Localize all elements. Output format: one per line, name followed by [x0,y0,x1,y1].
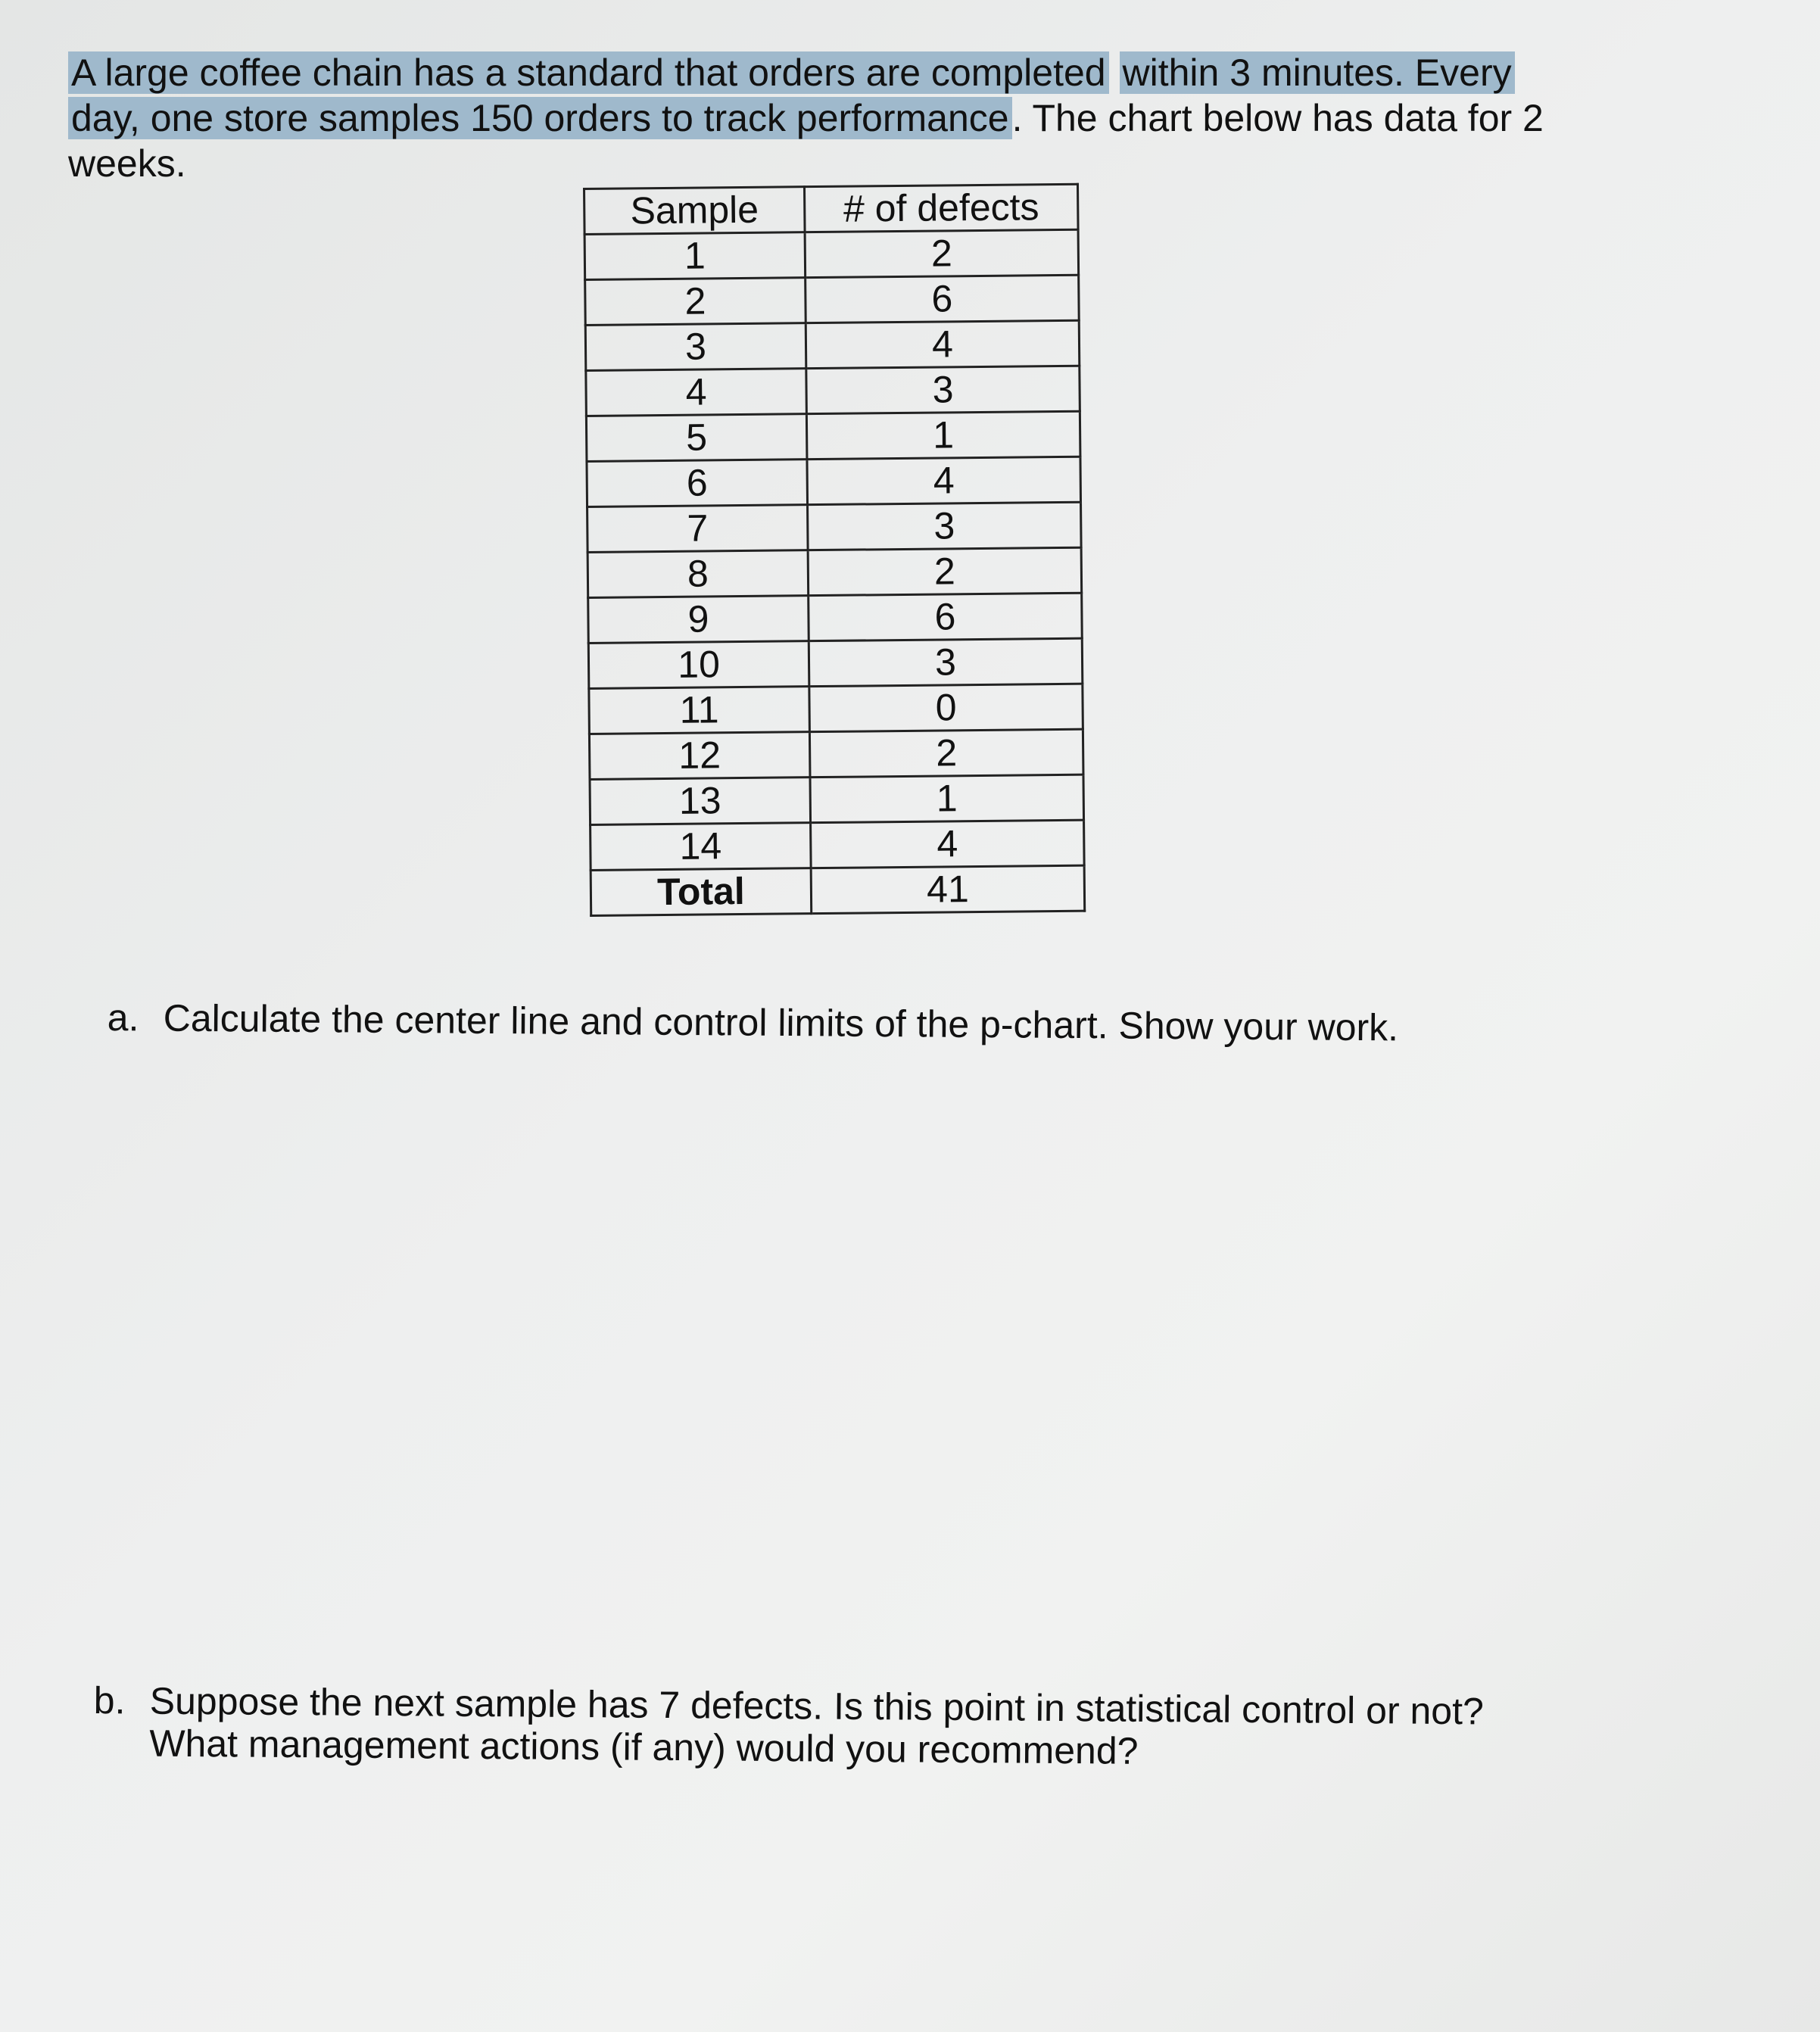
highlighted-text: day, one store samples 150 orders to track performance [68,97,1012,139]
sample-cell: 8 [587,550,809,598]
defects-cell: 6 [806,275,1080,323]
defects-cell: 4 [811,820,1085,868]
table-row [588,638,1083,688]
sample-cell: 13 [590,778,811,825]
defects-table [583,183,1086,917]
defects-cell: 6 [809,593,1083,640]
sample-cell: 9 [588,596,809,644]
intro-line-2 [68,95,1673,141]
table-body [584,229,1085,915]
question-line: Suppose the next sample has 7 defects. Is this point in statistical control or not? [149,1679,1485,1733]
sample-cell: 3 [585,323,806,371]
highlighted-text: within 3 minutes. Every [1120,51,1515,94]
sample-cell: 11 [589,687,810,734]
sample-cell: 4 [586,369,807,416]
total-row [591,865,1085,915]
question-text: Calculate the center line and control limits of the p-chart. Show your work. [163,996,1399,1049]
intro-line-3: weeks. [68,142,186,185]
defects-cell: 2 [808,547,1082,595]
column-header-sample: Sample [584,187,806,235]
intro-text: . The chart below has data for 2 [1011,97,1544,139]
defects-cell: 3 [808,502,1082,550]
table-row [584,229,1079,279]
question-text [149,1680,1484,1775]
question-a [108,996,1399,1049]
table-row [591,820,1085,870]
defects-cell: 2 [809,729,1083,777]
problem-intro [68,50,1673,186]
sample-cell: 14 [591,823,812,871]
table-row [589,684,1083,734]
defects-cell: 4 [807,457,1081,504]
table-row [590,774,1084,824]
sample-cell: 5 [586,414,807,462]
table-row [585,275,1080,325]
sample-cell: 7 [587,505,809,553]
highlighted-text: A large coffee chain has a standard that orders are completed [68,51,1109,94]
table-row [586,366,1080,416]
sample-cell: 2 [585,278,806,326]
question-line: What management actions (if any) would you recommend? [149,1722,1139,1772]
table-row [585,320,1080,370]
defects-cell: 3 [806,366,1080,413]
defects-cell: 1 [806,411,1080,459]
sample-cell: 6 [587,460,808,507]
table-row [587,502,1082,552]
column-header-defects: # of defects [805,184,1079,232]
sample-cell: 12 [589,732,810,780]
question-marker: b. [93,1679,126,1722]
sample-cell: 1 [584,232,806,280]
defects-cell: 2 [805,229,1079,277]
sample-cell: 10 [588,641,809,689]
table-row [586,411,1080,461]
question-marker: a. [107,996,139,1039]
total-value: 41 [811,865,1085,913]
table-row [588,593,1083,643]
table-row [589,729,1083,779]
defects-cell: 4 [806,320,1080,368]
table-row [587,457,1081,506]
table-row [587,547,1082,597]
intro-line-1 [68,50,1673,95]
defects-cell: 0 [809,684,1083,731]
total-label: Total [591,868,812,916]
defects-cell: 3 [809,638,1083,686]
question-b [93,1679,1484,1775]
table-header-row [584,184,1079,234]
defects-cell: 1 [810,774,1084,822]
